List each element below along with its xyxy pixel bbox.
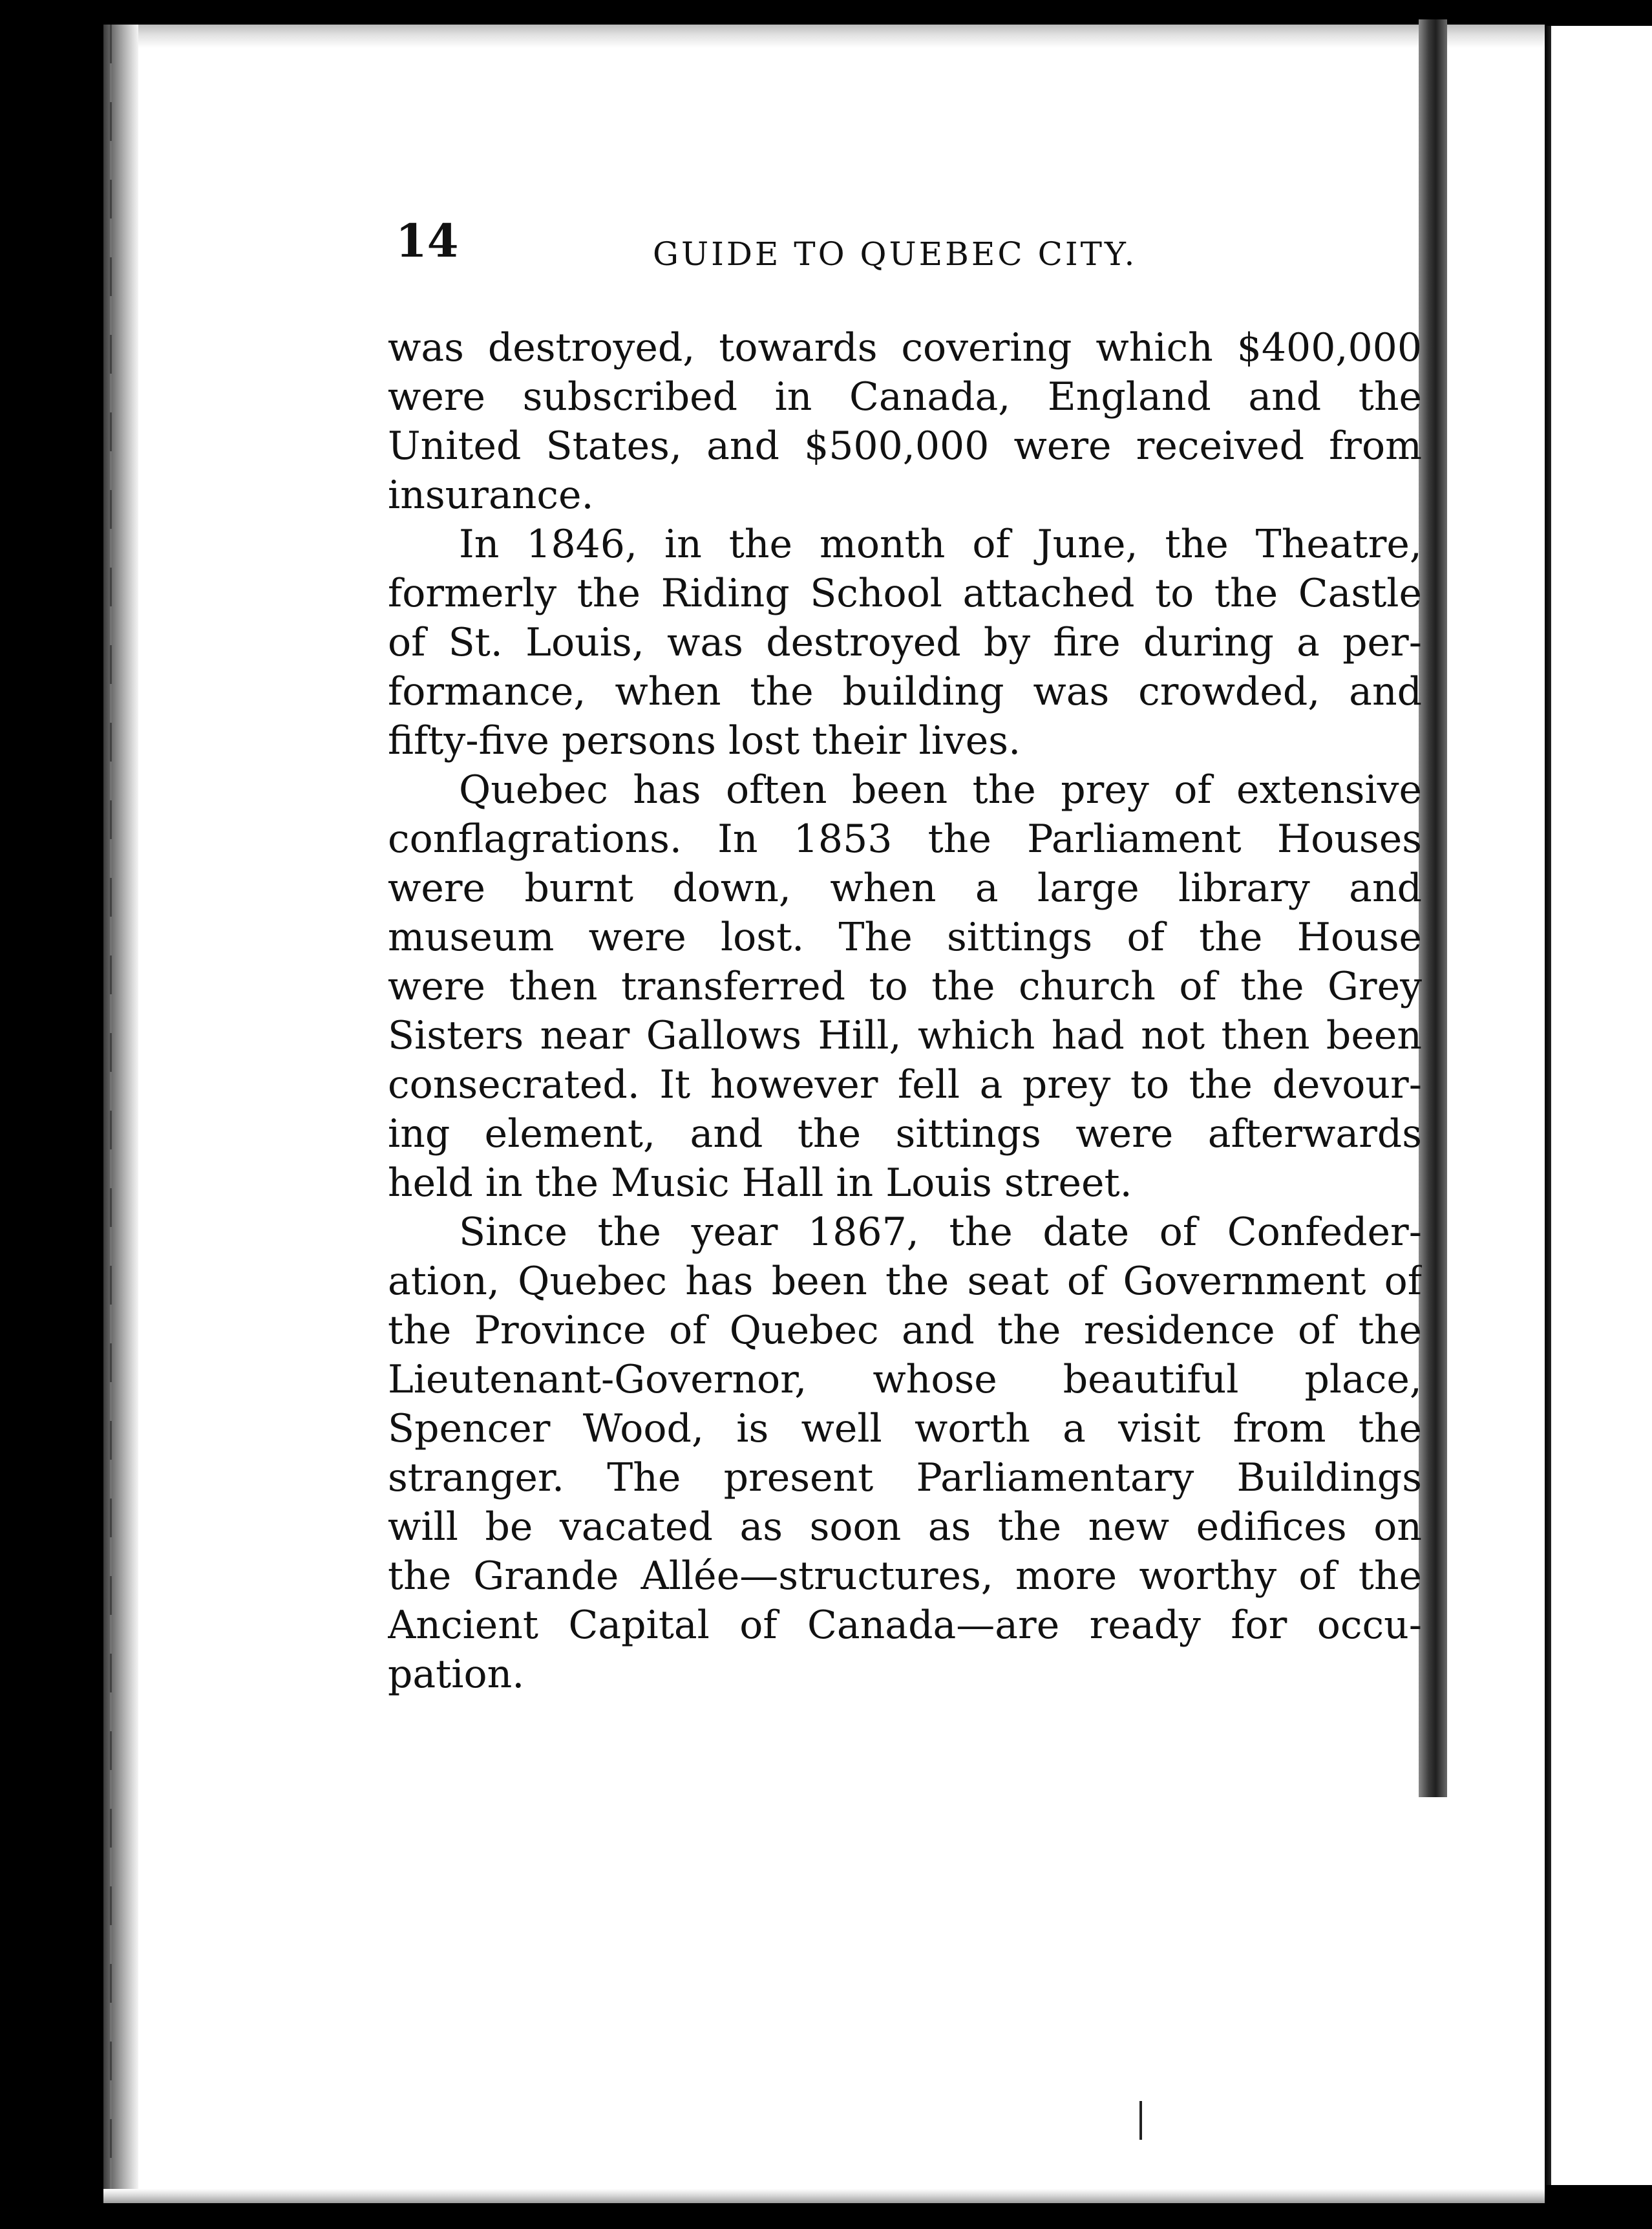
text-line: were then transferred to the church of the Grey	[388, 964, 1422, 1009]
scan-mark	[1139, 2101, 1142, 2140]
page-left-edge	[103, 25, 138, 2203]
text-line: of St. Louis, was destroyed by fire during a per-	[388, 620, 1422, 665]
text-line: Quebec has often been the prey of extensive	[459, 767, 1422, 813]
text-line: Lieutenant-Governor, whose beautiful place,	[388, 1357, 1422, 1402]
running-head: GUIDE TO QUEBEC CITY.	[653, 235, 1138, 273]
text-line: stranger. The present Parliamentary Buildings	[388, 1455, 1422, 1500]
facing-page-edge	[1551, 26, 1652, 2185]
text-line: In 1846, in the month of June, the Theatre,	[459, 522, 1422, 567]
page-number: 14	[396, 214, 459, 268]
text-line: will be vacated as soon as the new edifices on	[388, 1504, 1422, 1550]
text-line: the Province of Quebec and the residence of the	[388, 1308, 1422, 1353]
text-line: held in the Music Hall in Louis street.	[388, 1160, 1132, 1206]
page-top-edge	[103, 25, 1545, 48]
text-line: consecrated. It however fell a prey to the devour-	[388, 1062, 1422, 1107]
text-line: United States, and $500,000 were received from	[388, 423, 1422, 469]
book-gutter-shadow	[1419, 19, 1447, 1797]
text-line: were subscribed in Canada, England and the	[388, 374, 1422, 420]
text-line: the Grande Allée—structures, more worthy of the	[388, 1553, 1422, 1599]
text-line: Spencer Wood, is well worth a visit from the	[388, 1406, 1422, 1451]
text-line: Since the year 1867, the date of Confeder-	[459, 1210, 1422, 1255]
text-line: formerly the Riding School attached to the Castle	[388, 571, 1422, 616]
text-line: pation.	[388, 1652, 525, 1697]
text-line: conflagrations. In 1853 the Parliament Houses	[388, 816, 1422, 862]
text-line: insurance.	[388, 473, 594, 518]
text-line: Sisters near Gallows Hill, which had not then been	[388, 1013, 1422, 1058]
text-line: was destroyed, towards covering which $400,000	[388, 325, 1422, 370]
text-line: museum were lost. The sittings of the House	[388, 915, 1422, 960]
text-line: Ancient Capital of Canada—are ready for occu-	[388, 1603, 1422, 1648]
page-bottom-edge	[103, 2189, 1545, 2203]
body-text	[388, 323, 1422, 1699]
text-line: ing element, and the sittings were afterwards	[388, 1111, 1422, 1157]
text-line: formance, when the building was crowded, and	[388, 669, 1422, 714]
text-line: fifty-five persons lost their lives.	[388, 718, 1021, 763]
text-line: were burnt down, when a large library and	[388, 866, 1422, 911]
text-line: ation, Quebec has been the seat of Government of	[388, 1259, 1422, 1304]
